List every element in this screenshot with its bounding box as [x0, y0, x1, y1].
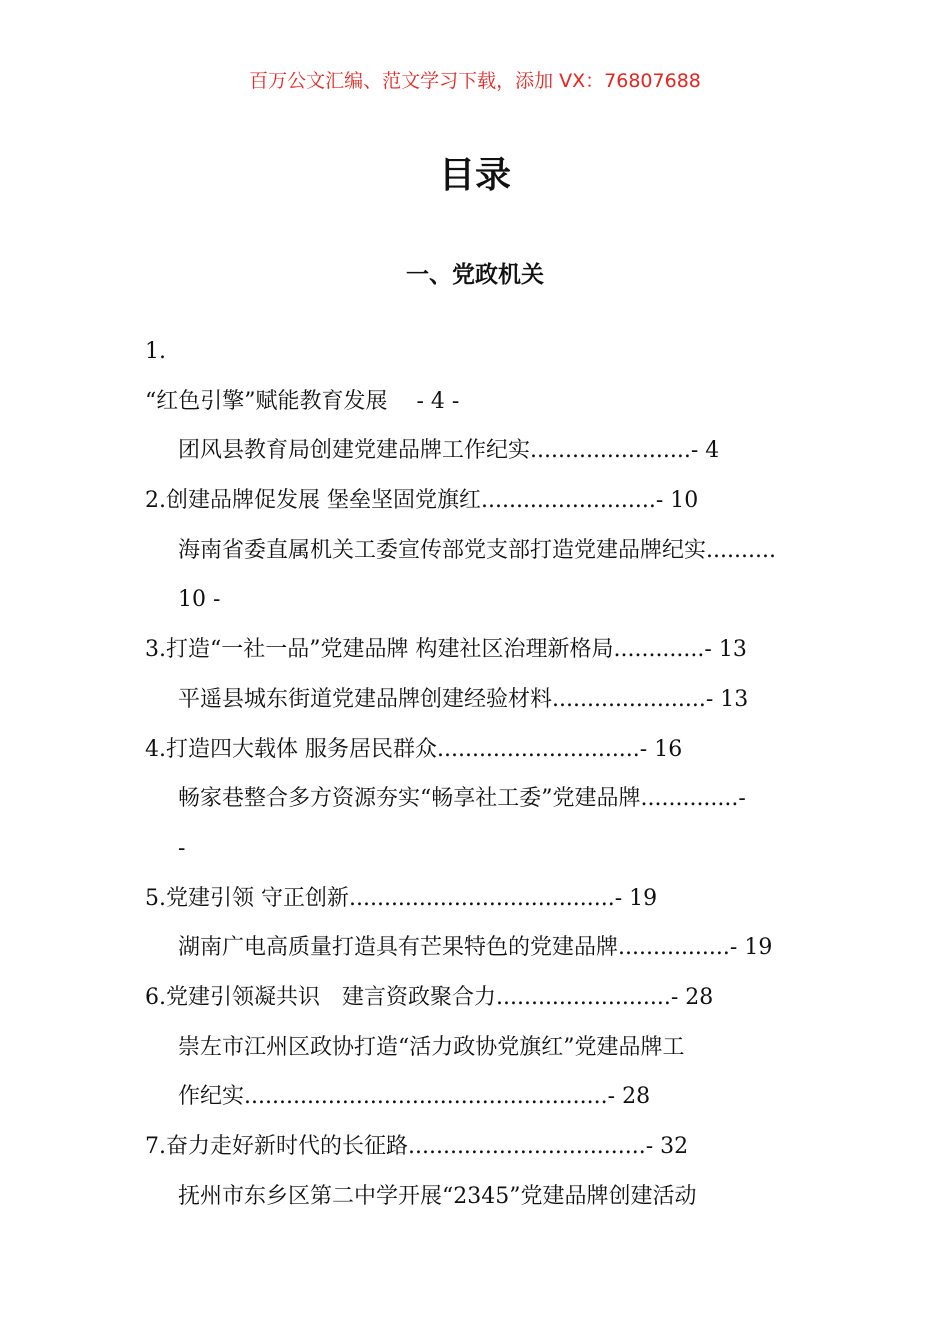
toc-line[interactable]: [0, 874, 950, 924]
toc-entry-subtitle[interactable]: 湖南广电高质量打造具有芒果特色的党建品牌................- 19: [178, 935, 773, 961]
toc-line[interactable]: [0, 526, 950, 576]
toc-entry-title[interactable]: 7.奋力走好新时代的长征路..................................- 32: [145, 1134, 689, 1159]
section-heading: 一、党政机关: [406, 262, 544, 288]
toc-entry-page: -: [178, 835, 186, 861]
toc-line[interactable]: [0, 1023, 950, 1073]
toc-entry-title[interactable]: “红色引擎”赋能教育发展 - 4 -: [145, 388, 460, 414]
toc-line[interactable]: [0, 476, 950, 526]
toc-line[interactable]: [0, 1172, 950, 1222]
toc-entry-title[interactable]: 2.创建品牌促发展 堡垒坚固党旗红.........................- 10: [145, 488, 699, 514]
toc-line: [0, 824, 950, 874]
toc-entry-subtitle[interactable]: 海南省委直属机关工委宣传部党支部打造党建品牌纪实..........: [178, 537, 776, 563]
toc-line[interactable]: [0, 377, 950, 427]
toc-line[interactable]: [0, 675, 950, 725]
toc-entry-number: 1.: [145, 339, 166, 364]
toc-line[interactable]: [0, 426, 950, 476]
toc-line[interactable]: [0, 1072, 950, 1122]
toc-line[interactable]: [0, 725, 950, 775]
toc-entry-subtitle[interactable]: 团风县教育局创建党建品牌工作纪实.......................- 4: [178, 438, 720, 464]
toc-line[interactable]: [0, 1122, 950, 1172]
toc-line[interactable]: [0, 774, 950, 824]
toc-entry-subtitle[interactable]: 畅家巷整合多方资源夯实“畅享社工委”党建品牌..............-: [178, 786, 746, 812]
toc-line[interactable]: [0, 923, 950, 973]
toc-entry-title[interactable]: 4.打造四大载体 服务居民群众.............................- 16: [145, 736, 683, 762]
toc-entry-title[interactable]: 3.打造“一社一品”党建品牌 构建社区治理新格局.............- 13: [145, 637, 747, 663]
toc-entry-subtitle[interactable]: 崇左市江州区政协打造“活力政协党旗红”党建品牌工: [178, 1034, 685, 1060]
table-of-contents: [0, 327, 950, 1221]
toc-entry-title[interactable]: 6.党建引领凝共识 建言资政聚合力.........................- 28: [145, 984, 714, 1010]
toc-entry-title[interactable]: 5.党建引领 守正创新......................................- 19: [145, 885, 658, 911]
toc-line[interactable]: [0, 625, 950, 675]
toc-line: [0, 327, 950, 377]
toc-line: [0, 575, 950, 625]
toc-entry-subtitle[interactable]: 抚州市东乡区第二中学开展“2345”党建品牌创建活动: [178, 1183, 697, 1209]
page-title: 目录: [438, 155, 511, 196]
toc-line[interactable]: [0, 973, 950, 1023]
header-note: 百万公文汇编、范文学习下载，添加 VX：76807688: [249, 70, 701, 92]
toc-entry-subtitle[interactable]: 平遥县城东街道党建品牌创建经验材料......................- 13: [178, 686, 749, 712]
toc-entry-subtitle[interactable]: 作纪实....................................................- 28: [178, 1084, 651, 1110]
toc-entry-page: 10 -: [178, 587, 221, 613]
